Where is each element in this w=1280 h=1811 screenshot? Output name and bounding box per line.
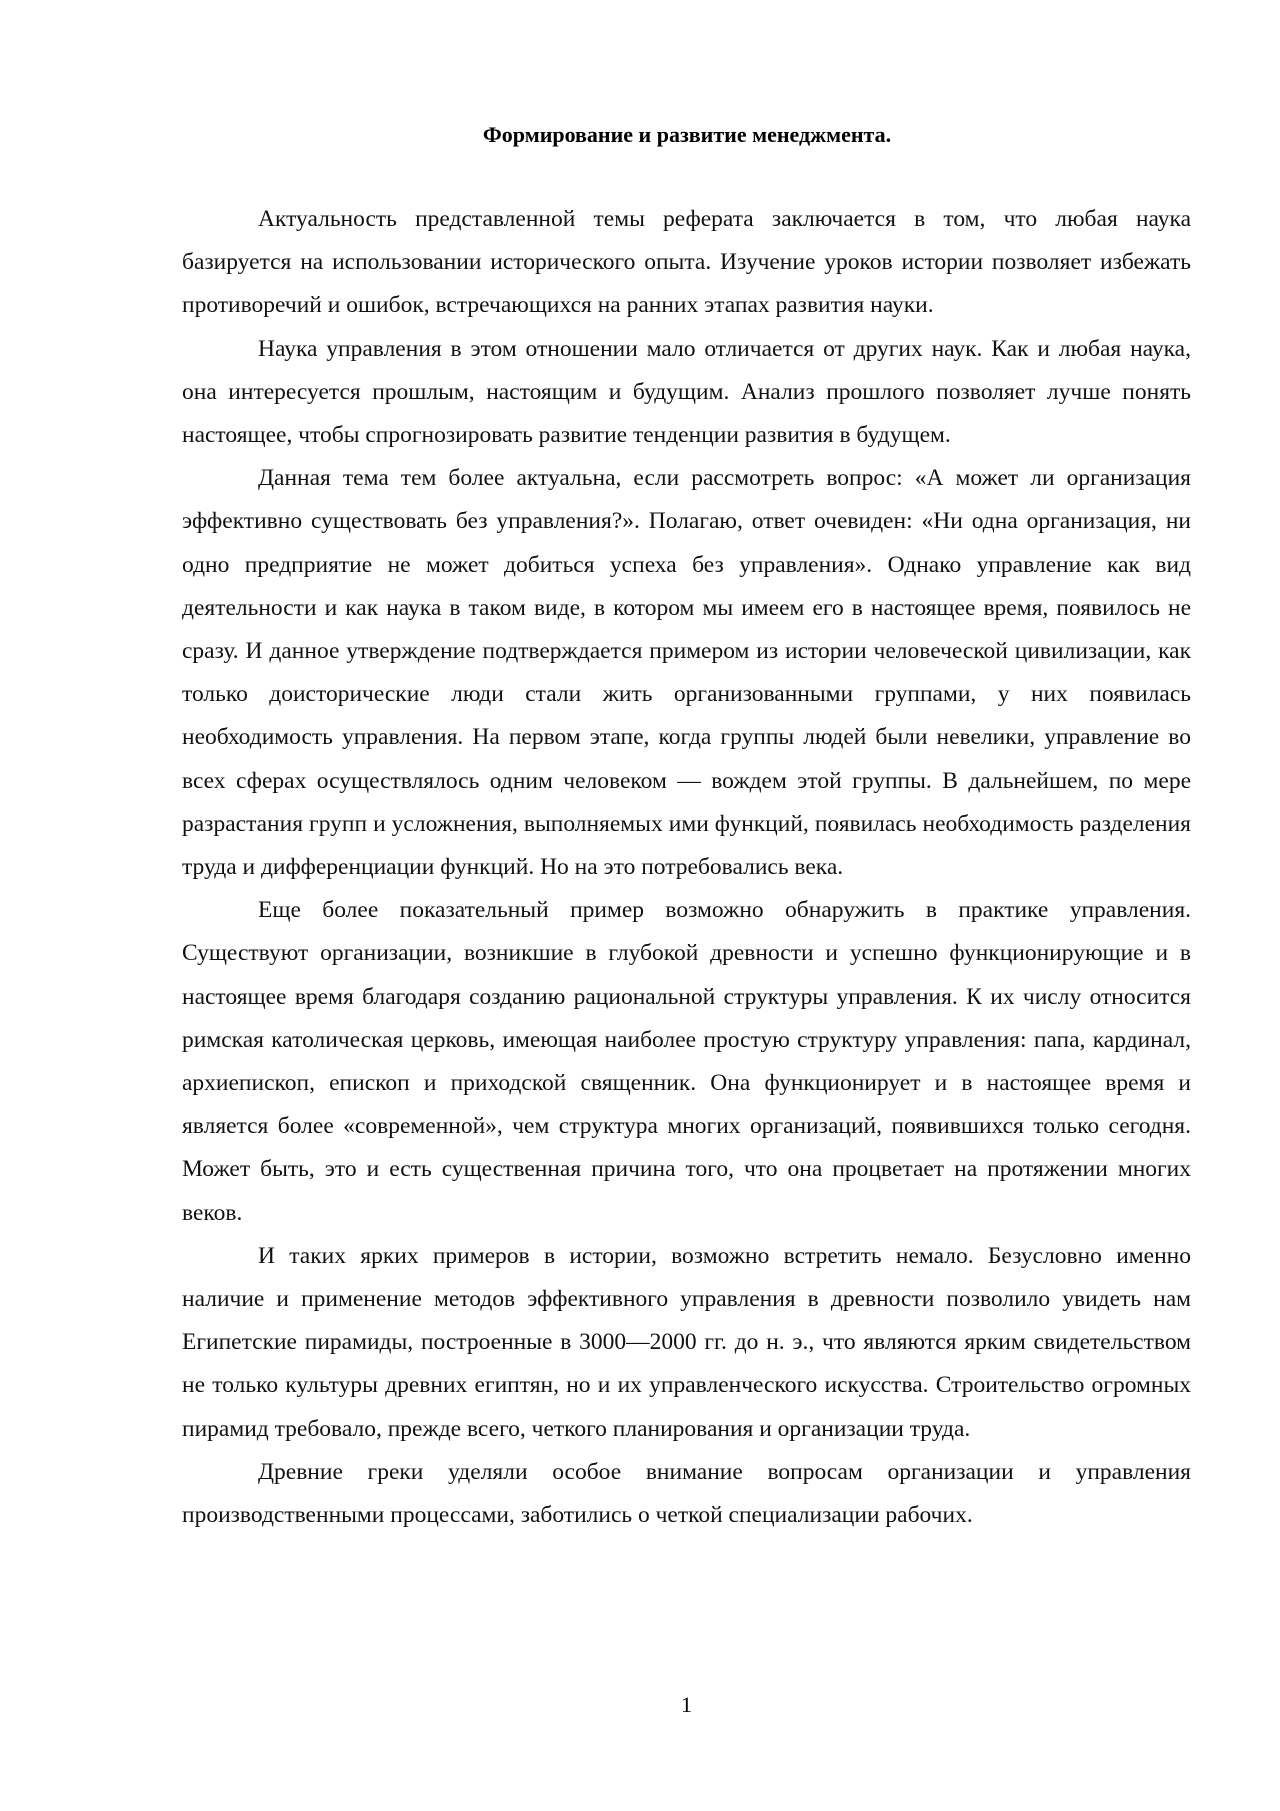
document-body — [182, 198, 1191, 1537]
paragraph-5: И таких ярких примеров в истории, возможно встретить немало. Безусловно именно наличие и применение методов эффективного управления в древности позволило увидеть нам Египетские пирамиды, построенные в 3000—2000 гг. до н. э., что являются ярким свидетельством не только культуры древних египтян, но и их управленческого искусства. Строительство огромных пирамид требовало, прежде всего, четкого планирования и организации труда. — [182, 1242, 1191, 1442]
paragraph-2: Наука управления в этом отношении мало отличается от других наук. Как и любая наука, она интересуется прошлым, настоящим и будущим. Анализ прошлого позволяет лучше понять настоящее, чтобы спрогнозировать развитие тенденции развития в будущем. — [182, 335, 1191, 449]
paragraph-3: Данная тема тем более актуальна, если рассмотреть вопрос: «А может ли организация эффективно существовать без управления?». Полагаю, ответ очевиден: «Ни одна организация, ни одно предприятие не может добиться успеха без управления». Однако управление как вид деятельности и как наука в таком виде, в котором мы имеем его в настоящее время, появилось не сразу. И данное утверждение подтверждается примером из истории человеческой цивилизации, как только доисторические люди стали жить организованными группами, у них появилась необходимость управления. На первом этапе, когда группы людей были невелики, управление во всех сферах осуществлялось одним человеком — вождем этой группы. В дальнейшем, по мере разрастания групп и усложнения, выполняемых ими функций, появилась необходимость разделения труда и дифференциации функций. Но на это потребовались века. — [182, 465, 1191, 881]
page-number: 1 — [681, 1692, 692, 1717]
paragraph-4: Еще более показательный пример возможно обнаружить в практике управления. Существуют организации, возникшие в глубокой древности и успешно функционирующие и в настоящее время благодаря созданию рациональной структуры управления. К их числу относится римская католическая церковь, имеющая наиболее простую структуру управления: папа, кардинал, архиепископ, епископ и приходской священник. Она функционирует и в настоящее время и является более «современной», чем структура многих организаций, появившихся только сегодня. Может быть, это и есть существенная причина того, что она процветает на протяжении многих веков. — [182, 897, 1191, 1226]
document-title: Формирование и развитие менеджмента. — [482, 122, 892, 147]
paragraph-1: Актуальность представленной темы реферата заключается в том, что любая наука базируется на использовании исторического опыта. Изучение уроков истории позволяет избежать противоречий и ошибок, встречающихся на ранних этапах развития науки. — [182, 206, 1191, 319]
paragraph-6: Древние греки уделяли особое внимание вопросам организации и управления производственными процессами, заботились о четкой специализации рабочих. — [182, 1458, 1191, 1529]
